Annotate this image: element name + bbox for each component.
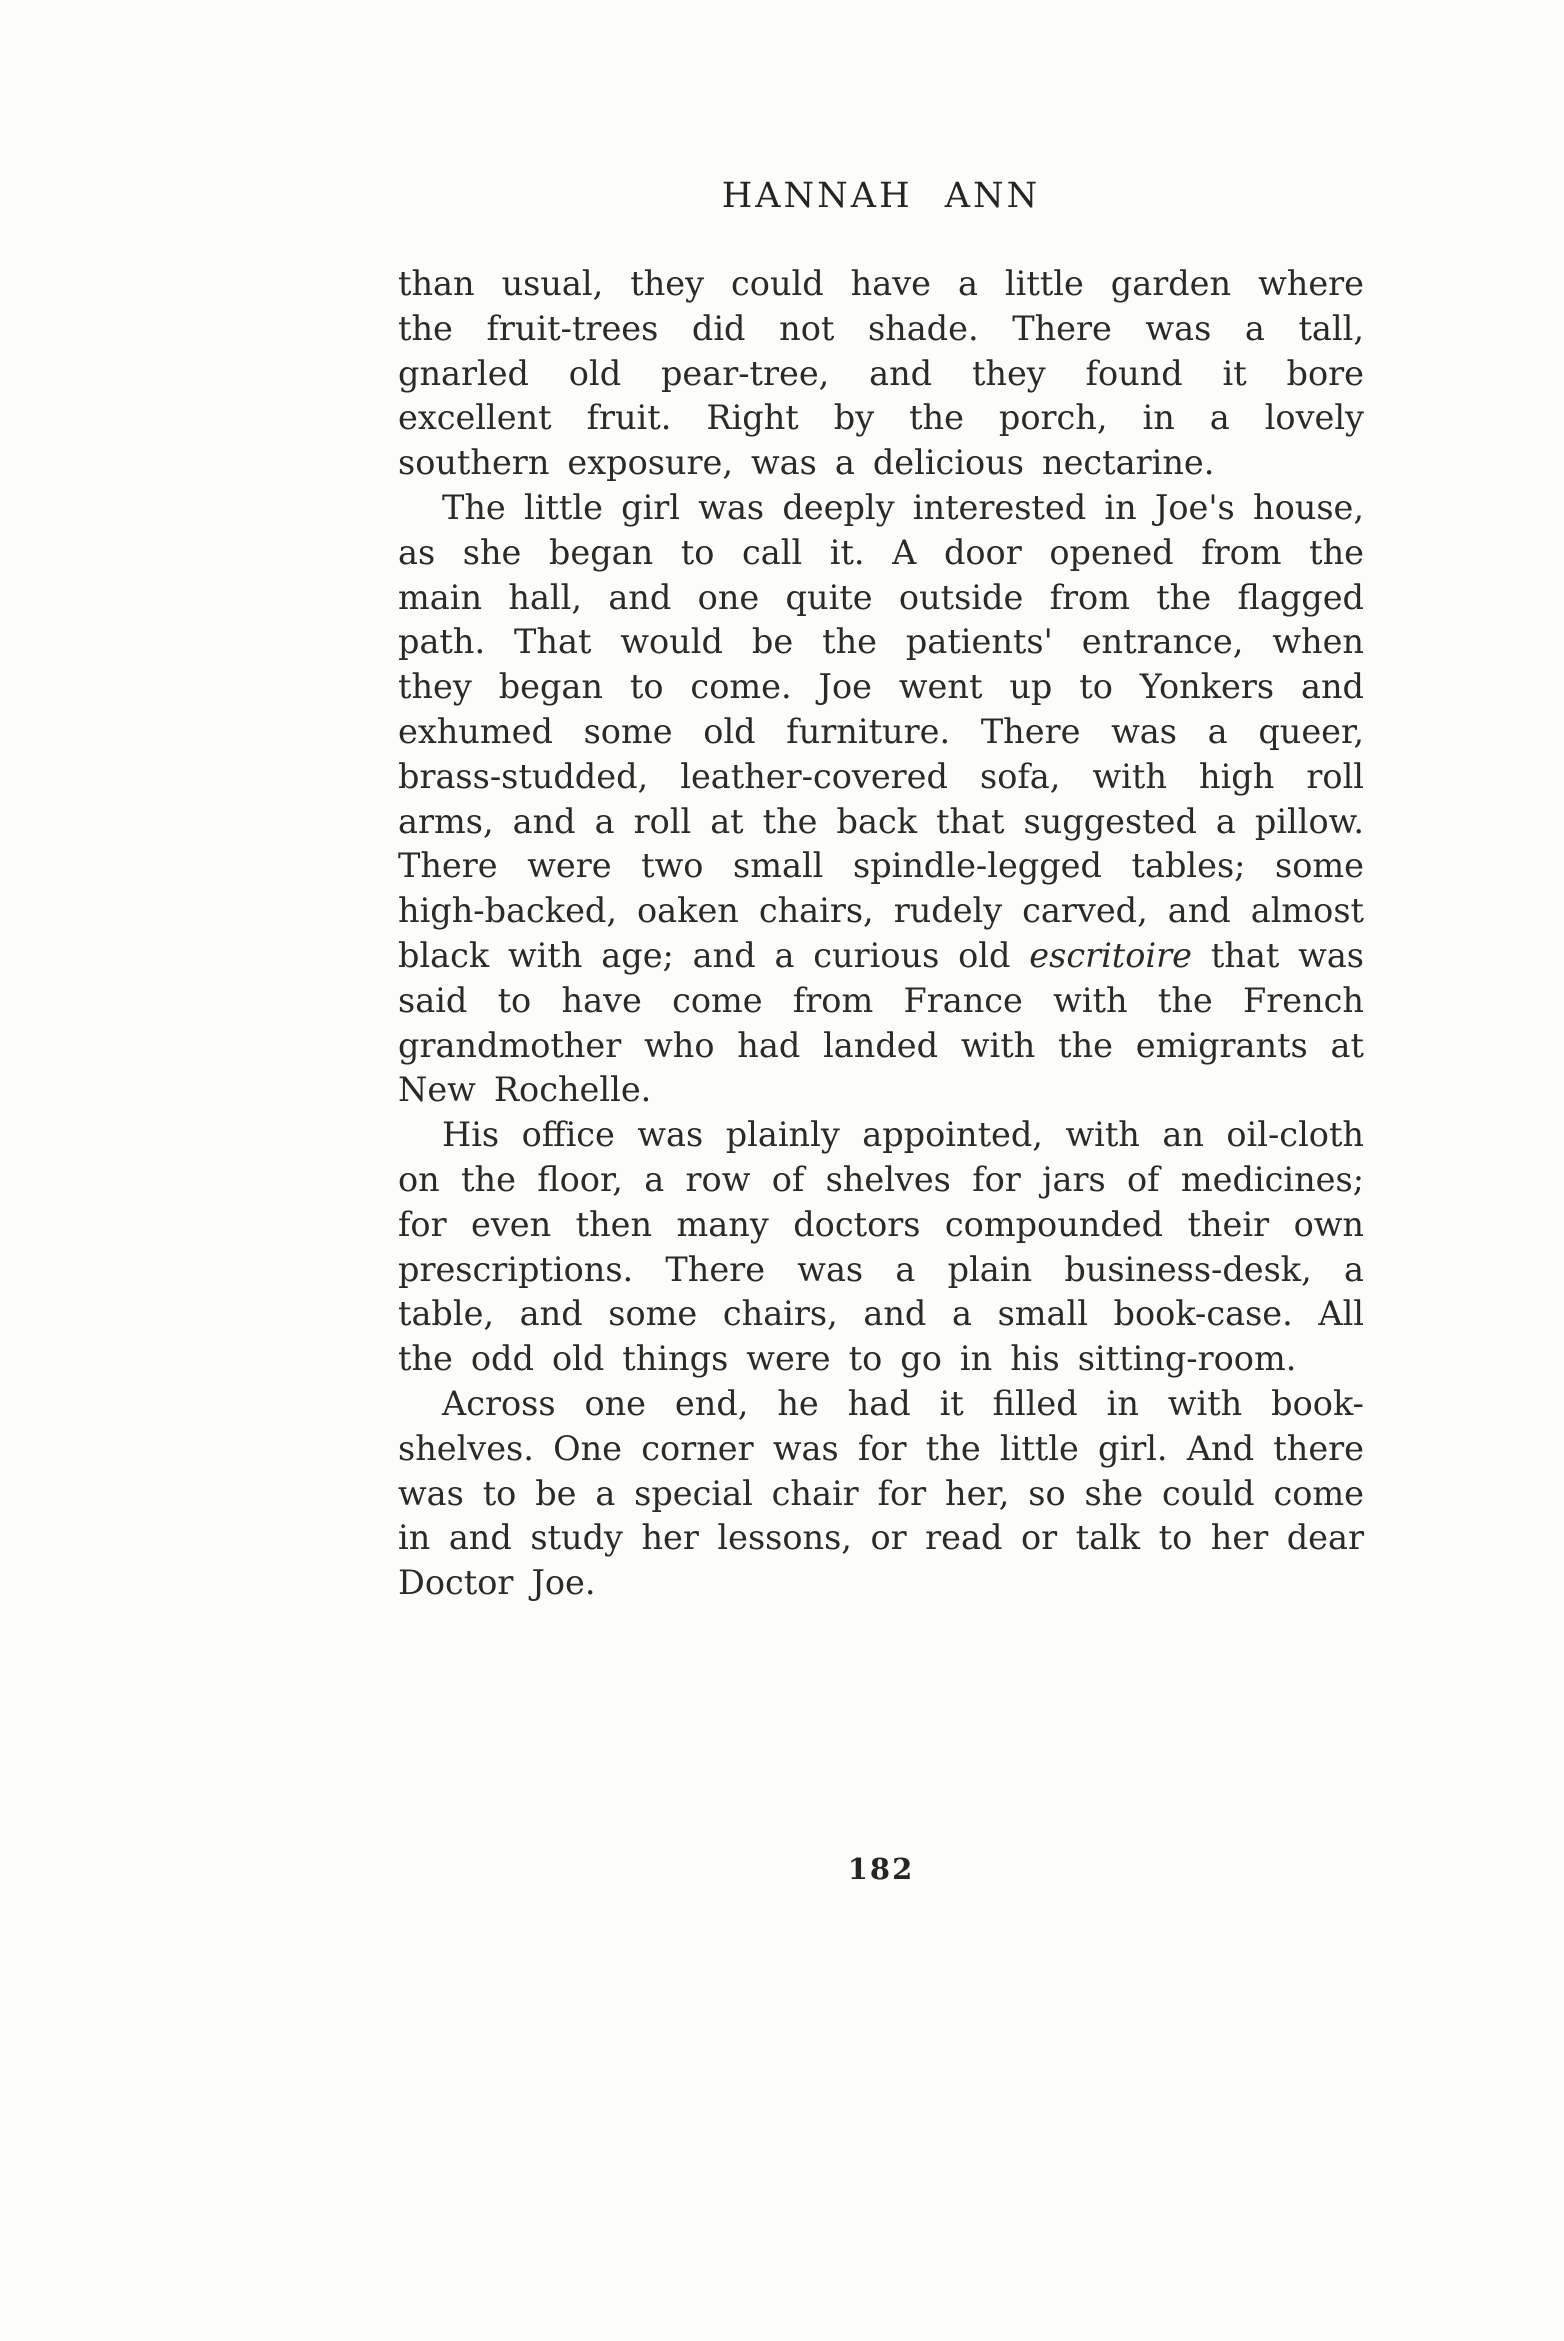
paragraph bbox=[398, 1382, 1364, 1606]
paragraph-text: The little girl was deeply interested in Joe's house, as she began to call it. A door opened from the main hall, and one quite outside from the flagged path. That would be the patients' entrance, when they began to come. Joe went up to Yonkers and exhumed some old furniture. There was a queer, brass-studded, leather-covered sofa, with high roll arms, and a roll at the back that suggested a pillow. There were two small spindle-legged tables; some high-backed, oaken chairs, rudely carved, and almost black with age; and a curious old bbox=[398, 487, 1364, 975]
italic-term: escritoire bbox=[1029, 935, 1192, 975]
paragraph-text: that was said to have come from France with the French grandmother who had landed with the emigrants at New Rochelle. bbox=[398, 935, 1364, 1110]
paragraph-text: than usual, they could have a little garden where the fruit-trees did not shade. There was a tall, gnarled old pear-tree, and they found it bore excellent fruit. Right by the porch, in a lovely southern exposure, was a delicious nectarine. bbox=[398, 264, 1364, 483]
paragraph bbox=[398, 486, 1364, 1113]
paragraph bbox=[398, 262, 1364, 486]
page-number: 182 bbox=[847, 1852, 915, 1886]
running-head: HANNAH ANN bbox=[721, 176, 1041, 216]
paragraph-text: His office was plainly appointed, with an oil-cloth on the floor, a row of shelves for jars of medicines; for even then many doctors compounded their own prescriptions. There was a plain business-desk, a table, and some chairs, and a small book-case. All the odd old things were to go in his sitting-room. bbox=[398, 1115, 1364, 1379]
text-block bbox=[398, 262, 1364, 1606]
paragraph-text: Across one end, he had it filled in with book-shelves. One corner was for the little girl. And there was to be a special chair for her, so she could come in and study her lessons, or read or talk to her dear Doctor Joe. bbox=[398, 1383, 1364, 1603]
paragraph bbox=[398, 1113, 1364, 1382]
